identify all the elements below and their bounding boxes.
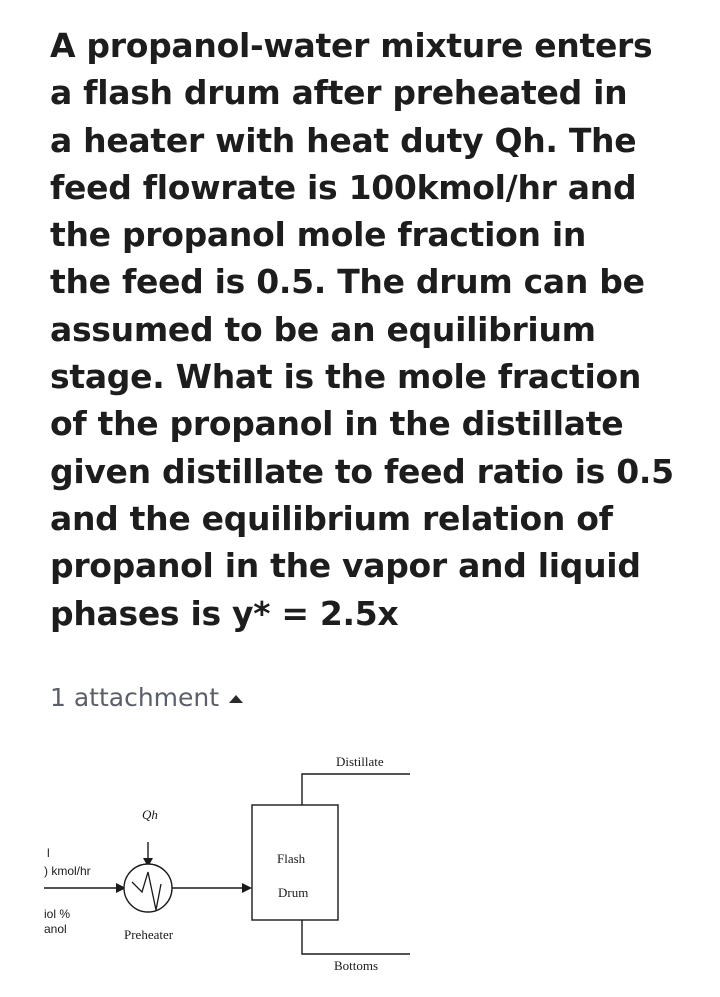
preheater-icon — [124, 864, 172, 912]
question-text — [50, 22, 710, 637]
question-line: of the propanol in the distillate — [50, 404, 624, 444]
question-line: the feed is 0.5. The drum can be — [50, 262, 645, 302]
question-line: A propanol-water mixture enters — [50, 26, 653, 65]
feed-composition-label: iol % — [44, 907, 71, 921]
caret-up-icon — [229, 695, 243, 703]
feed-component-label: anol — [44, 922, 67, 936]
drum-label: Drum — [278, 885, 309, 900]
question-line: a heater with heat duty Qh. The — [50, 120, 637, 160]
flash-drum-diagram — [44, 740, 420, 976]
question-line: the propanol mole fraction in — [50, 215, 587, 255]
attachments-label: 1 attachment — [50, 683, 220, 712]
attachments-toggle[interactable] — [50, 683, 243, 712]
question-line: assumed to be an equilibrium — [50, 309, 596, 349]
distillate-label: Distillate — [336, 754, 384, 769]
attachment-image[interactable] — [44, 740, 420, 976]
feed-flow-label: ) kmol/hr — [44, 864, 91, 878]
question-line: feed flowrate is 100kmol/hr and — [50, 167, 637, 207]
heat-duty-label: Qh — [142, 807, 158, 822]
question-line: a flash drum after preheated in — [50, 73, 628, 113]
distillate-line — [302, 774, 410, 805]
flash-label: Flash — [277, 851, 306, 866]
question-line: stage. What is the mole fraction — [50, 357, 642, 397]
question-line: given distillate to feed ratio is 0.5 — [50, 451, 674, 491]
bottoms-line — [302, 920, 410, 954]
question-line: phases is y* = 2.5x — [50, 593, 399, 633]
bottoms-label: Bottoms — [334, 958, 379, 973]
drum-inlet-arrowhead-icon — [242, 883, 252, 893]
question-line: and the equilibrium relation of — [50, 498, 613, 538]
question-line: propanol in the vapor and liquid — [50, 546, 641, 586]
feed-label-fragment: l — [47, 846, 50, 860]
preheater-label: Preheater — [124, 927, 174, 942]
